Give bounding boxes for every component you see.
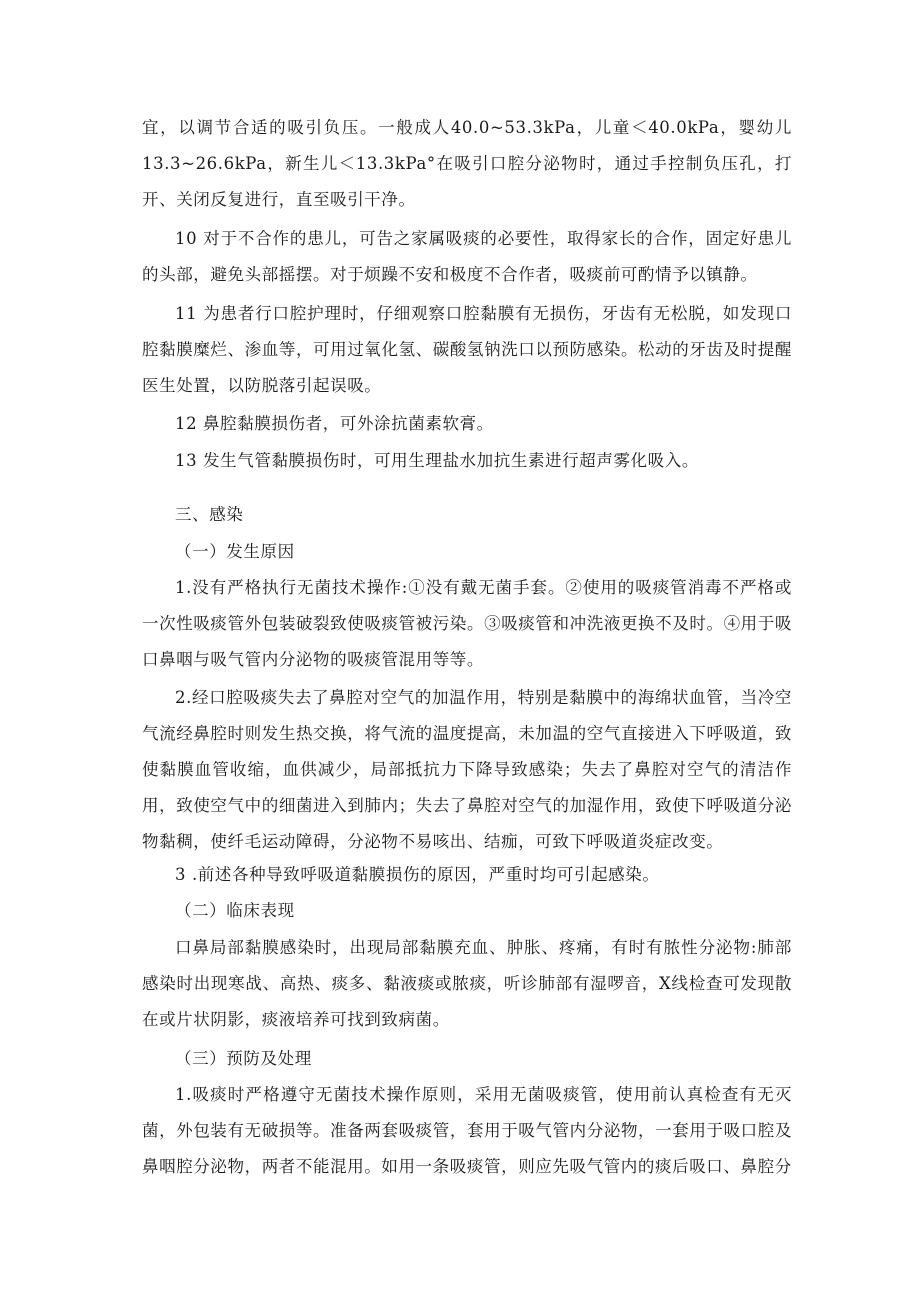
paragraph-item-11: 11 为患者行口腔护理时，仔细观察口腔黏膜有无损伤，牙齿有无松脱，如发现口腔黏膜糜烂、渗血等，可用过氧化氢、碳酸氢钠洗口以预防感染。松动的牙齿及时提醒医生处置，以防脱落引起误吸。 <box>142 304 792 395</box>
paragraph-item-12: 12 鼻腔黏膜损伤者，可外涂抗菌素软膏。 <box>175 414 494 433</box>
paragraph-cause-1: 1.没有严格执行无菌技术操作:①没有戴无菌手套。②使用的吸痰管消毒不严格或一次性吸痰管外包装破裂致使吸痰管被污染。③吸痰管和冲洗液更换不及时。④用于吸口鼻咽与吸气管内分泌物的吸痰管混用等等。 <box>142 578 792 669</box>
paragraph-suction-pressure: 宜，以调节合适的吸引负压。一般成人40.0~53.3kPa，儿童＜40.0kPa，婴幼儿13.3~26.6kPa，新生儿＜13.3kPa°在吸引口腔分泌物时，通过手控制负压孔，打开、关闭反复进行，直至吸引干净。 <box>142 118 792 209</box>
subheading-cause: （一）发生原因 <box>175 542 295 561</box>
paragraph-cause-3: 3 .前述各种导致呼吸道黏膜损伤的原因，严重时均可引起感染。 <box>175 865 660 884</box>
subheading-prevention: （三）预防及处理 <box>175 1049 312 1068</box>
paragraph-prevention-1: 1.吸痰时严格遵守无菌技术操作原则，采用无菌吸痰管，使用前认真检查有无灭菌，外包装有无破损等。准备两套吸痰管，套用于吸气管内分泌物，一套用于吸口腔及鼻咽腔分泌物，两者不能混用。如用一条吸痰管，则应先吸气管内的痰后吸口、鼻腔分 <box>142 1085 792 1176</box>
paragraph-cause-2: 2.经口腔吸痰失去了鼻腔对空气的加温作用，特别是黏膜中的海绵状血管，当冷空气流经鼻腔时则发生热交换，将气流的温度提高，未加温的空气直接进入下呼吸道，致使黏膜血管收缩，血供减少，局部抵抗力下降导致感染；失去了鼻腔对空气的清洁作用，致使空气中的细菌进入到肺内；失去了鼻腔对空气的加湿作用，致使下呼吸道分泌物黏稠，使纤毛运动障碍，分泌物不易咳出、结痂，可致下呼吸道炎症改变。 <box>142 688 792 851</box>
subheading-clinical: （二）临床表现 <box>175 901 295 920</box>
section-heading-infection: 三、感染 <box>175 505 244 524</box>
paragraph-item-13: 13 发生气管黏膜损伤时，可用生理盐水加抗生素进行超声雾化吸入。 <box>175 451 699 470</box>
paragraph-item-10: 10 对于不合作的患儿，可告之家属吸痰的必要性，取得家长的合作，固定好患儿的头部，避免头部摇摆。对于烦躁不安和极度不合作者，吸痰前可酌情予以镇静。 <box>142 229 792 284</box>
paragraph-clinical: 口鼻局部黏膜感染时，出现局部黏膜充血、肿胀、疼痛，有时有脓性分泌物:肺部感染时出现寒战、高热、痰多、黏液痰或脓痰，听诊肺部有湿啰音，X线检查可发现散在或片状阴影，痰液培养可找到致病菌。 <box>142 938 792 1029</box>
